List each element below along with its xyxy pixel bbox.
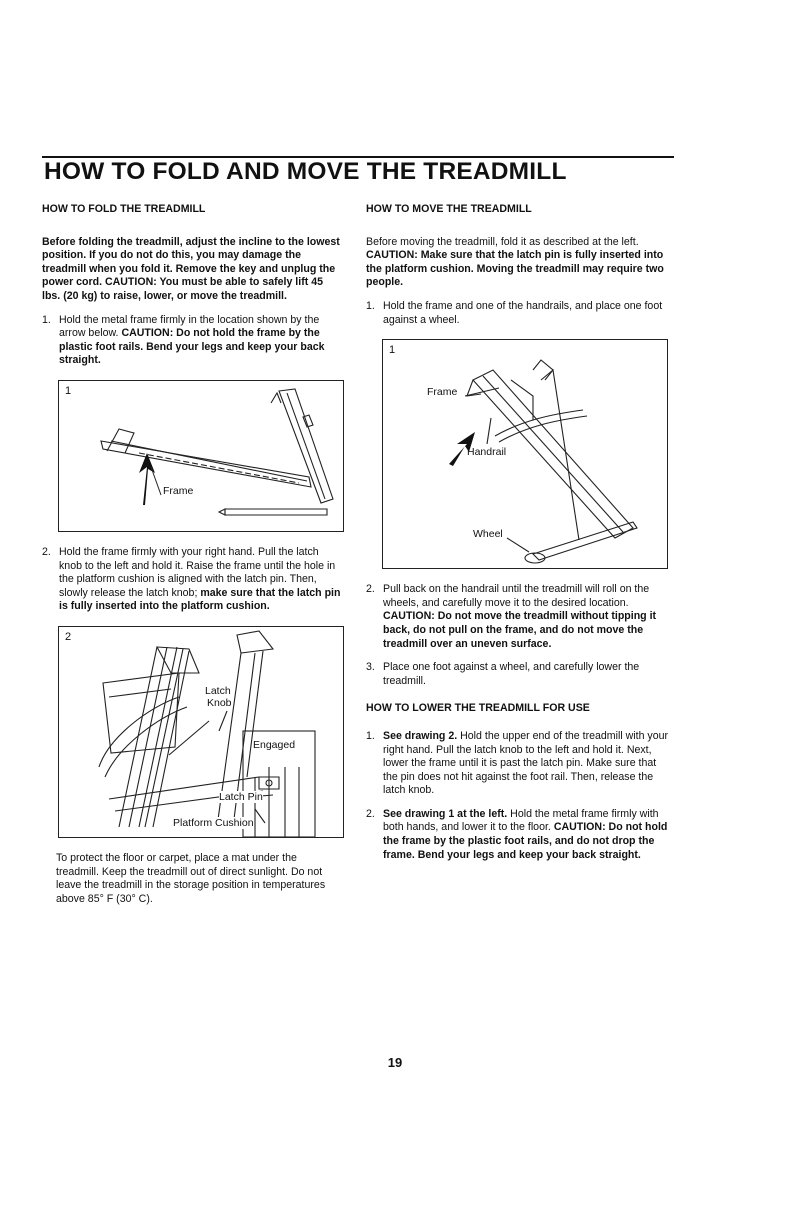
move-step-3	[366, 661, 672, 688]
figure-fold-1	[58, 380, 344, 532]
move-column	[366, 203, 672, 872]
step-caution: make sure that the latch pin is fully inserted into the platform cushion.	[59, 586, 341, 613]
step-number: 1.	[366, 299, 375, 312]
step-reference: See drawing 1 at the left.	[383, 807, 508, 820]
label-knob: Knob	[207, 696, 232, 709]
page-title: HOW TO FOLD AND MOVE THE TREADMILL	[44, 158, 567, 185]
label-engaged: Engaged	[253, 738, 296, 751]
page-number: 19	[387, 1055, 403, 1070]
step-text: Hold the metal frame firmly with both hands, and lower it to the floor.	[383, 807, 659, 834]
fold-intro: Before folding the treadmill, adjust the incline to the lowest position. If you do not do this, you may damage the treadmill when you fold it. Remove the key and unplug the power cord. CAUTION: You must be able to safely lift 45 lbs. (20 kg) to raise, lower, or move the treadmill.	[42, 235, 340, 302]
step-caution: CAUTION: Do not hold the frame by the plastic foot rails, and do not drop the frame. Bend your legs and keep your back straight.	[383, 821, 668, 861]
label-platform-cushion: Platform Cushion	[173, 816, 254, 829]
figure-fold-2	[58, 626, 344, 838]
step-text: Hold the frame and one of the handrails, and place one foot against a wheel.	[383, 299, 663, 326]
fold-heading: HOW TO FOLD THE TREADMILL	[42, 203, 206, 215]
fold-column	[42, 203, 342, 916]
step-caution: CAUTION: Do not move the treadmill without tipping it back, do not pull on the frame, and do not move the treadmill over an uneven surface.	[383, 610, 657, 650]
latch-detail-drawing	[59, 627, 343, 837]
move-intro	[366, 236, 672, 290]
step-text: Hold the frame firmly with your right hand. Pull the latch knob to the left and hold it. Raise the frame until the hole in the platform cushion is aligned with the latch pin. Then, slowly release the latch knob;	[59, 545, 336, 599]
fold-closing-note: To protect the floor or carpet, place a mat under the treadmill. Keep the treadmill out of direct sunlight. Do not leave the treadmill in the storage position in temperatures above 85° F (30° C).	[56, 851, 326, 905]
move-step-1	[366, 300, 672, 327]
step-number: 1.	[366, 729, 375, 742]
treadmill-move-drawing	[383, 340, 667, 568]
move-step-2	[366, 583, 672, 651]
label-frame: Frame	[163, 484, 194, 497]
figure-number: 2	[65, 630, 72, 643]
step-text: Pull back on the handrail until the treadmill will roll on the wheels, and carefully move it to the desired location.	[383, 583, 650, 609]
step-number: 3.	[366, 661, 375, 674]
lower-heading: HOW TO LOWER THE TREADMILL FOR USE	[366, 702, 590, 715]
figure-number: 1	[65, 384, 72, 397]
label-latch-pin: Latch Pin	[219, 790, 263, 803]
treadmill-fold-drawing	[59, 381, 343, 531]
step-text: Place one foot against a wheel, and carefully lower the treadmill.	[383, 661, 640, 687]
step-number: 2.	[366, 583, 375, 596]
step-text: Hold the metal frame firmly in the location shown by the arrow below.	[59, 313, 320, 340]
step-number: 2.	[366, 807, 375, 820]
step-text: Hold the upper end of the treadmill with your right hand. Pull the latch knob to the left and hold it. Next, lower the frame until it is past the latch pin. Make sure that the pin does not hit against the foot rail. Then, release the latch knob.	[383, 729, 669, 797]
fold-step-2	[42, 546, 342, 614]
lower-step-1	[366, 730, 672, 798]
figure-move-1	[382, 339, 668, 569]
fold-step-1	[42, 314, 342, 368]
move-intro-caution: CAUTION: Make sure that the latch pin is fully inserted into the platform cushion. Moving the treadmill may require two people.	[366, 249, 664, 289]
step-number: 1.	[42, 313, 51, 326]
label-latch: Latch	[205, 684, 231, 697]
label-frame: Frame	[427, 386, 458, 399]
label-wheel: Wheel	[473, 528, 503, 541]
step-number: 2.	[42, 545, 51, 558]
figure-number: 1	[389, 344, 396, 357]
step-reference: See drawing 2.	[383, 729, 458, 742]
lower-step-2	[366, 808, 672, 862]
step-caution: CAUTION: Do not hold the frame by the plastic foot rails. Bend your legs and keep your back straight.	[59, 327, 325, 367]
label-handrail: Handrail	[467, 446, 507, 459]
move-heading: HOW TO MOVE THE TREADMILL	[366, 203, 532, 215]
move-intro-text: Before moving the treadmill, fold it as described at the left.	[366, 235, 639, 248]
